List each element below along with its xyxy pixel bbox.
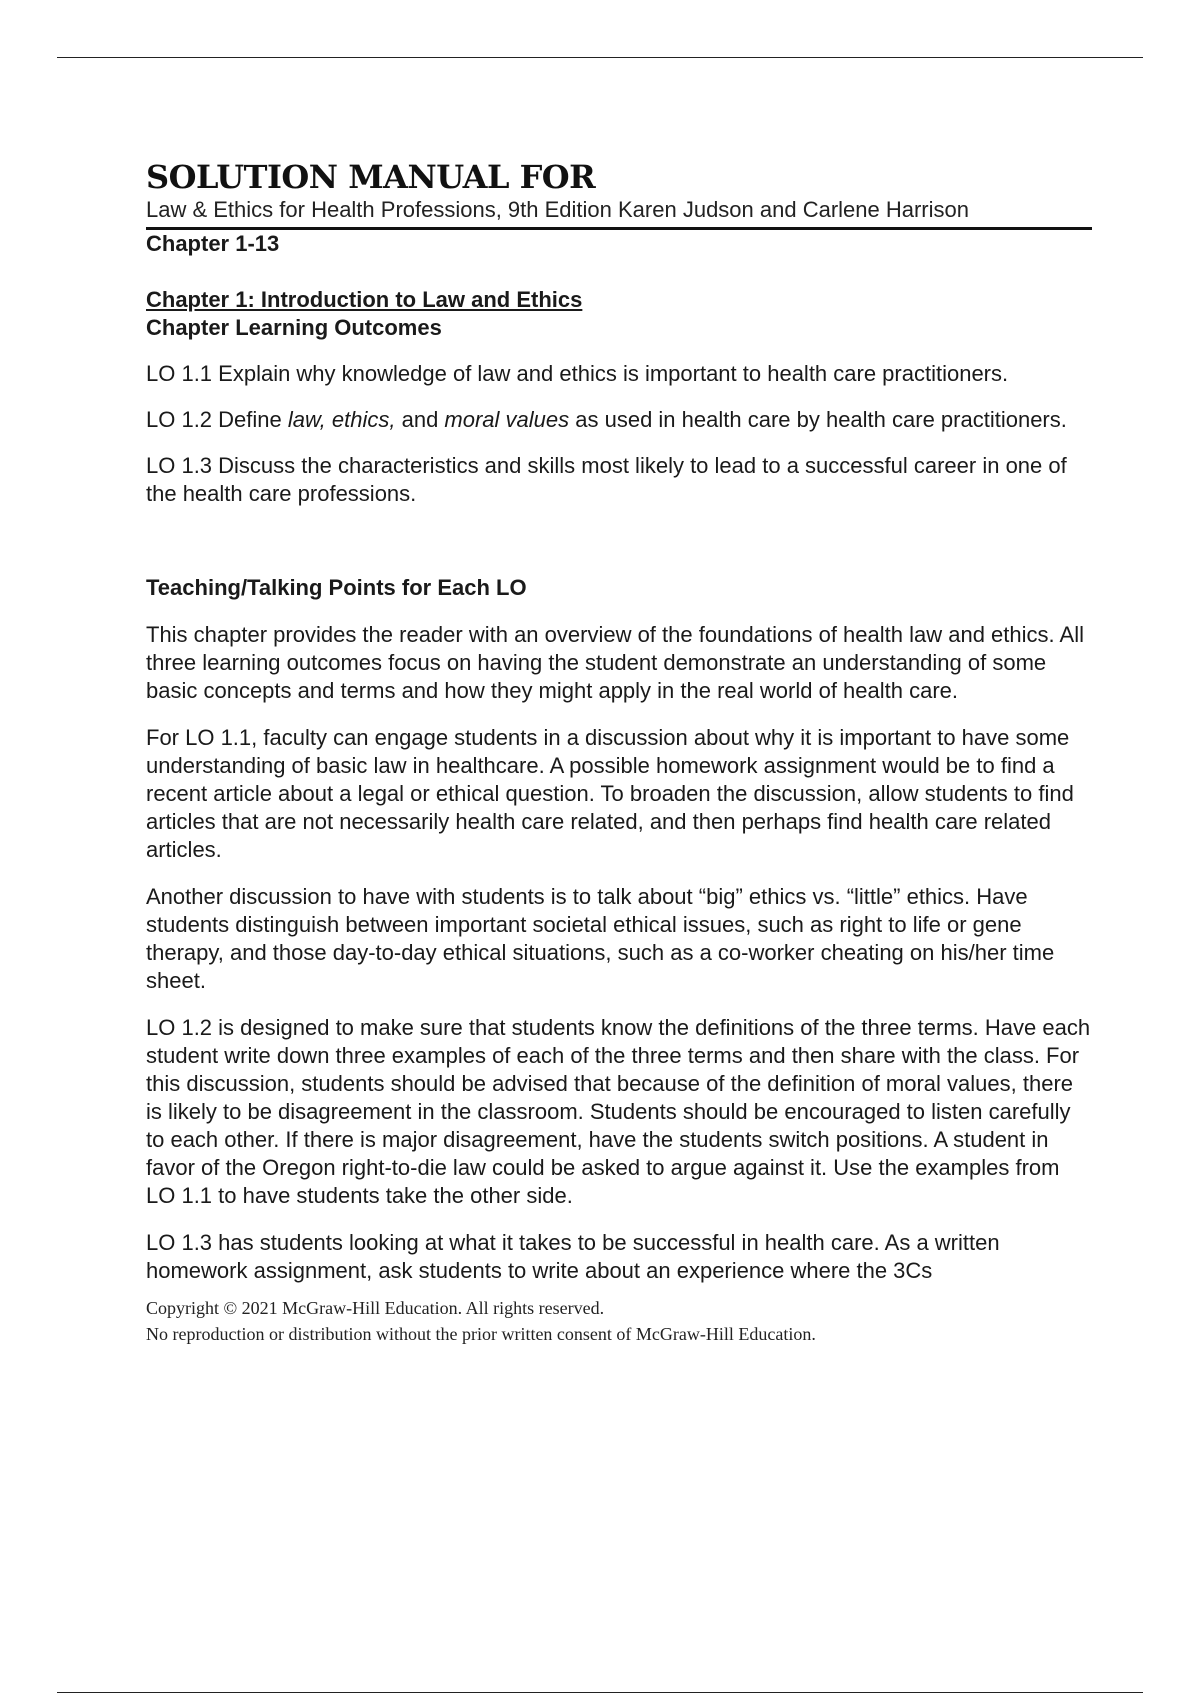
lo2-suffix: as used in health care by health care practitioners. <box>569 407 1067 432</box>
document-page <box>146 158 1092 1347</box>
teaching-paragraph: For LO 1.1, faculty can engage students in a discussion about why it is important to have some understanding of basic law in healthcare. A possible homework assignment would be to find a recent article about a legal or ethical question. To broaden the discussion, allow students to find articles that are not necessarily health care related, and then perhaps find health care related articles. <box>146 725 1074 862</box>
lo2-term-law-ethics: law, ethics, <box>287 407 396 432</box>
bottom-rule <box>57 1692 1143 1693</box>
manual-title: SOLUTION MANUAL FOR <box>146 158 596 196</box>
top-rule <box>57 57 1143 58</box>
chapter-heading: Chapter 1: Introduction to Law and Ethics <box>146 287 583 312</box>
copyright-footer <box>146 1295 1092 1347</box>
learning-outcomes-heading: Chapter Learning Outcomes <box>146 315 442 340</box>
teaching-paragraph: LO 1.2 is designed to make sure that students know the definitions of the three terms. Have each student write down three examples of each of the three terms and then share with the class. For this discussion, students should be advised that because of the definition of moral values, there is likely to be disagreement in the classroom. Students should be encouraged to listen carefully to each other. If there is major disagreement, have the students switch positions. A student in favor of the Oregon right-to-die law could be asked to argue against it. Use the examples from LO 1.1 to have students take the other side. <box>146 1015 1091 1208</box>
learning-outcome-3: LO 1.3 Discuss the characteristics and skills most likely to lead to a successful career in one of the health care professions. <box>146 453 1067 506</box>
book-title-line: Law & Ethics for Health Professions, 9th Edition Karen Judson and Carlene Harrison <box>146 196 1092 230</box>
teaching-points-heading: Teaching/Talking Points for Each LO <box>146 575 527 600</box>
copyright-line: Copyright © 2021 McGraw-Hill Education. All rights reserved. <box>146 1298 605 1318</box>
learning-outcome-2 <box>146 406 1092 434</box>
teaching-paragraph: LO 1.3 has students looking at what it takes to be successful in health care. As a written homework assignment, ask students to write about an experience where the 3Cs <box>146 1230 1000 1283</box>
lo2-term-moral-values: moral values <box>444 407 570 432</box>
chapter-range: Chapter 1-13 <box>146 231 280 256</box>
teaching-paragraph: Another discussion to have with students is to talk about “big” ethics vs. “little” ethics. Have students distinguish between important societal ethical issues, such as right to life or gene therapy, and those day-to-day ethical situations, such as a co-worker cheating on his/her time sheet. <box>146 884 1055 993</box>
learning-outcome-1: LO 1.1 Explain why knowledge of law and ethics is important to health care practitioners. <box>146 361 1009 386</box>
lo2-mid: and <box>395 407 445 432</box>
teaching-paragraph: This chapter provides the reader with an overview of the foundations of health law and ethics. All three learning outcomes focus on having the student demonstrate an understanding of some basic concepts and terms and how they might apply in the real world of health care. <box>146 622 1084 703</box>
lo2-prefix: LO 1.2 Define <box>146 407 288 432</box>
distribution-notice: No reproduction or distribution without the prior written consent of McGraw-Hill Education. <box>146 1324 816 1344</box>
